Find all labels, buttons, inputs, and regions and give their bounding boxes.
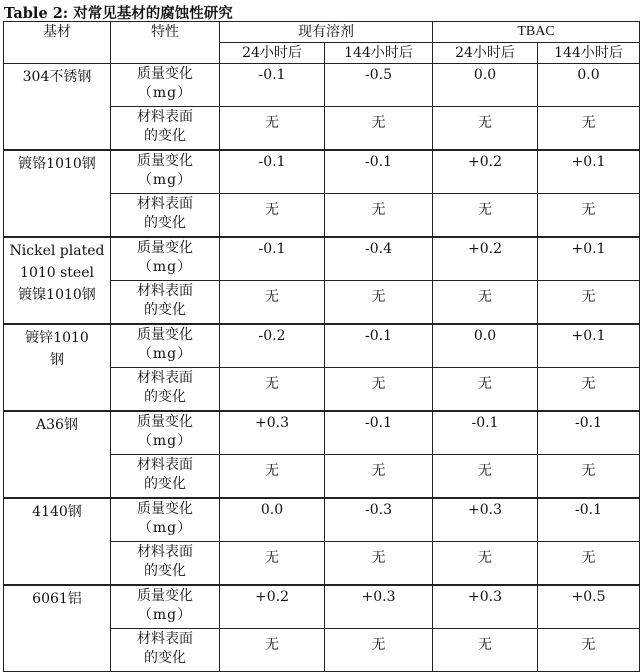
material-name: 4140钢 bbox=[32, 504, 82, 520]
material-cell bbox=[4, 64, 111, 151]
mass-value-cell: +0.5 bbox=[538, 585, 640, 629]
property-surface-change bbox=[111, 455, 220, 499]
property-surface-change bbox=[111, 194, 220, 238]
property-label-line: 质量变化 bbox=[137, 66, 193, 82]
table-caption: Table 2: 对常见基材的腐蚀性研究 bbox=[4, 5, 233, 22]
mass-value-cell: -0.3 bbox=[325, 498, 433, 542]
header-existing-144h: 144小时后 bbox=[325, 43, 433, 64]
header-tbac-144h: 144小时后 bbox=[538, 43, 640, 64]
material-name: 镀铬1010钢 bbox=[18, 156, 96, 172]
mass-value-cell: -0.5 bbox=[325, 64, 433, 107]
property-label-line: 的变化 bbox=[144, 389, 186, 405]
property-label-line: 的变化 bbox=[144, 650, 186, 666]
surface-value-cell: 无 bbox=[325, 542, 433, 586]
mass-value-cell: -0.1 bbox=[538, 498, 640, 542]
mass-value-cell: +0.3 bbox=[433, 498, 538, 542]
property-unit: （mg） bbox=[137, 85, 193, 101]
property-mass-change bbox=[111, 411, 220, 455]
surface-value-cell: 无 bbox=[325, 455, 433, 499]
surface-value-cell: 无 bbox=[325, 107, 433, 151]
surface-value-cell: 无 bbox=[220, 194, 325, 238]
mass-value-cell: +0.1 bbox=[538, 237, 640, 281]
property-surface-change bbox=[111, 368, 220, 412]
property-label-line: 质量变化 bbox=[137, 153, 193, 169]
surface-value-cell: 无 bbox=[538, 281, 640, 325]
property-unit: （mg） bbox=[137, 433, 193, 449]
property-label-line: 的变化 bbox=[144, 563, 186, 579]
header-existing-solvent: 现有溶剂 bbox=[220, 22, 433, 43]
property-unit: （mg） bbox=[137, 520, 193, 536]
header-tbac: TBAC bbox=[433, 22, 640, 43]
surface-value-cell: 无 bbox=[538, 542, 640, 586]
header-substrate: 基材 bbox=[4, 22, 111, 64]
table-row-mass bbox=[4, 498, 640, 542]
header-row-groups bbox=[4, 22, 640, 43]
property-unit: （mg） bbox=[137, 172, 193, 188]
surface-value-cell: 无 bbox=[325, 629, 433, 672]
mass-value-cell: -0.1 bbox=[220, 150, 325, 194]
surface-value-cell: 无 bbox=[220, 542, 325, 586]
material-name-line: 镀镍1010钢 bbox=[18, 287, 96, 303]
property-label-line: 质量变化 bbox=[137, 501, 193, 517]
property-mass-change bbox=[111, 585, 220, 629]
mass-value-cell: 0.0 bbox=[538, 64, 640, 107]
surface-value-cell: 无 bbox=[220, 368, 325, 412]
mass-value-cell: -0.1 bbox=[220, 237, 325, 281]
material-name-line: 镀锌1010 bbox=[25, 330, 89, 346]
property-mass-change bbox=[111, 498, 220, 542]
table-row-mass bbox=[4, 324, 640, 368]
property-mass-change bbox=[111, 324, 220, 368]
mass-value-cell: +0.3 bbox=[433, 585, 538, 629]
surface-value-cell: 无 bbox=[433, 194, 538, 238]
property-unit: （mg） bbox=[137, 259, 193, 275]
surface-value-cell: 无 bbox=[220, 107, 325, 151]
property-label-line: 的变化 bbox=[144, 215, 186, 231]
property-unit: （mg） bbox=[137, 607, 193, 623]
mass-value-cell: -0.1 bbox=[538, 411, 640, 455]
property-label-line: 材料表面 bbox=[137, 283, 193, 299]
property-label-line: 的变化 bbox=[144, 302, 186, 318]
property-label-line: 质量变化 bbox=[137, 588, 193, 604]
surface-value-cell: 无 bbox=[325, 281, 433, 325]
property-label-line: 材料表面 bbox=[137, 631, 193, 647]
surface-value-cell: 无 bbox=[325, 368, 433, 412]
surface-value-cell: 无 bbox=[220, 629, 325, 672]
corrosion-table bbox=[3, 21, 640, 672]
surface-value-cell: 无 bbox=[433, 281, 538, 325]
mass-value-cell: +0.1 bbox=[538, 324, 640, 368]
surface-value-cell: 无 bbox=[220, 281, 325, 325]
property-unit: （mg） bbox=[137, 346, 193, 362]
mass-value-cell: +0.2 bbox=[220, 585, 325, 629]
property-label-line: 的变化 bbox=[144, 128, 186, 144]
property-label-line: 材料表面 bbox=[137, 370, 193, 386]
mass-value-cell: -0.1 bbox=[325, 411, 433, 455]
surface-value-cell: 无 bbox=[538, 629, 640, 672]
material-name-line: 钢 bbox=[50, 352, 64, 368]
mass-value-cell: -0.2 bbox=[220, 324, 325, 368]
property-mass-change bbox=[111, 64, 220, 107]
mass-value-cell: +0.3 bbox=[325, 585, 433, 629]
property-label-line: 质量变化 bbox=[137, 327, 193, 343]
surface-value-cell: 无 bbox=[538, 107, 640, 151]
property-label-line: 材料表面 bbox=[137, 196, 193, 212]
mass-value-cell: 0.0 bbox=[433, 324, 538, 368]
property-mass-change bbox=[111, 150, 220, 194]
mass-value-cell: +0.2 bbox=[433, 150, 538, 194]
mass-value-cell: 0.0 bbox=[433, 64, 538, 107]
material-name: 304不锈钢 bbox=[22, 69, 92, 85]
mass-value-cell: -0.4 bbox=[325, 237, 433, 281]
surface-value-cell: 无 bbox=[433, 542, 538, 586]
table-row-mass bbox=[4, 237, 640, 281]
mass-value-cell: -0.1 bbox=[325, 150, 433, 194]
material-cell bbox=[4, 585, 111, 672]
mass-value-cell: 0.0 bbox=[220, 498, 325, 542]
property-label-line: 质量变化 bbox=[137, 414, 193, 430]
material-name-line: 1010 steel bbox=[20, 265, 94, 281]
surface-value-cell: 无 bbox=[538, 455, 640, 499]
property-surface-change bbox=[111, 107, 220, 151]
table-row-mass bbox=[4, 150, 640, 194]
surface-value-cell: 无 bbox=[433, 455, 538, 499]
mass-value-cell: -0.1 bbox=[220, 64, 325, 107]
material-cell bbox=[4, 237, 111, 324]
mass-value-cell: +0.3 bbox=[220, 411, 325, 455]
table-body bbox=[4, 64, 640, 672]
table-row-mass bbox=[4, 585, 640, 629]
property-label-line: 材料表面 bbox=[137, 109, 193, 125]
table-row-mass bbox=[4, 64, 640, 107]
property-label-line: 材料表面 bbox=[137, 457, 193, 473]
material-cell bbox=[4, 324, 111, 411]
material-name-line: Nickel plated bbox=[9, 243, 105, 259]
mass-value-cell: -0.1 bbox=[433, 411, 538, 455]
material-cell bbox=[4, 150, 111, 237]
property-label-line: 材料表面 bbox=[137, 544, 193, 560]
mass-value-cell: -0.1 bbox=[325, 324, 433, 368]
mass-value-cell: +0.1 bbox=[538, 150, 640, 194]
property-label-line: 质量变化 bbox=[137, 240, 193, 256]
material-cell bbox=[4, 411, 111, 498]
material-name: 6061铝 bbox=[32, 591, 82, 607]
material-cell bbox=[4, 498, 111, 585]
property-surface-change bbox=[111, 629, 220, 672]
surface-value-cell: 无 bbox=[538, 368, 640, 412]
surface-value-cell: 无 bbox=[538, 194, 640, 238]
property-label-line: 的变化 bbox=[144, 476, 186, 492]
property-mass-change bbox=[111, 237, 220, 281]
surface-value-cell: 无 bbox=[433, 368, 538, 412]
property-surface-change bbox=[111, 542, 220, 586]
mass-value-cell: +0.2 bbox=[433, 237, 538, 281]
header-tbac-24h: 24小时后 bbox=[433, 43, 538, 64]
surface-value-cell: 无 bbox=[433, 107, 538, 151]
surface-value-cell: 无 bbox=[433, 629, 538, 672]
surface-value-cell: 无 bbox=[325, 194, 433, 238]
header-existing-24h: 24小时后 bbox=[220, 43, 325, 64]
surface-value-cell: 无 bbox=[220, 455, 325, 499]
header-property: 特性 bbox=[111, 22, 220, 64]
property-surface-change bbox=[111, 281, 220, 325]
table-row-mass bbox=[4, 411, 640, 455]
material-name: A36钢 bbox=[36, 417, 78, 433]
